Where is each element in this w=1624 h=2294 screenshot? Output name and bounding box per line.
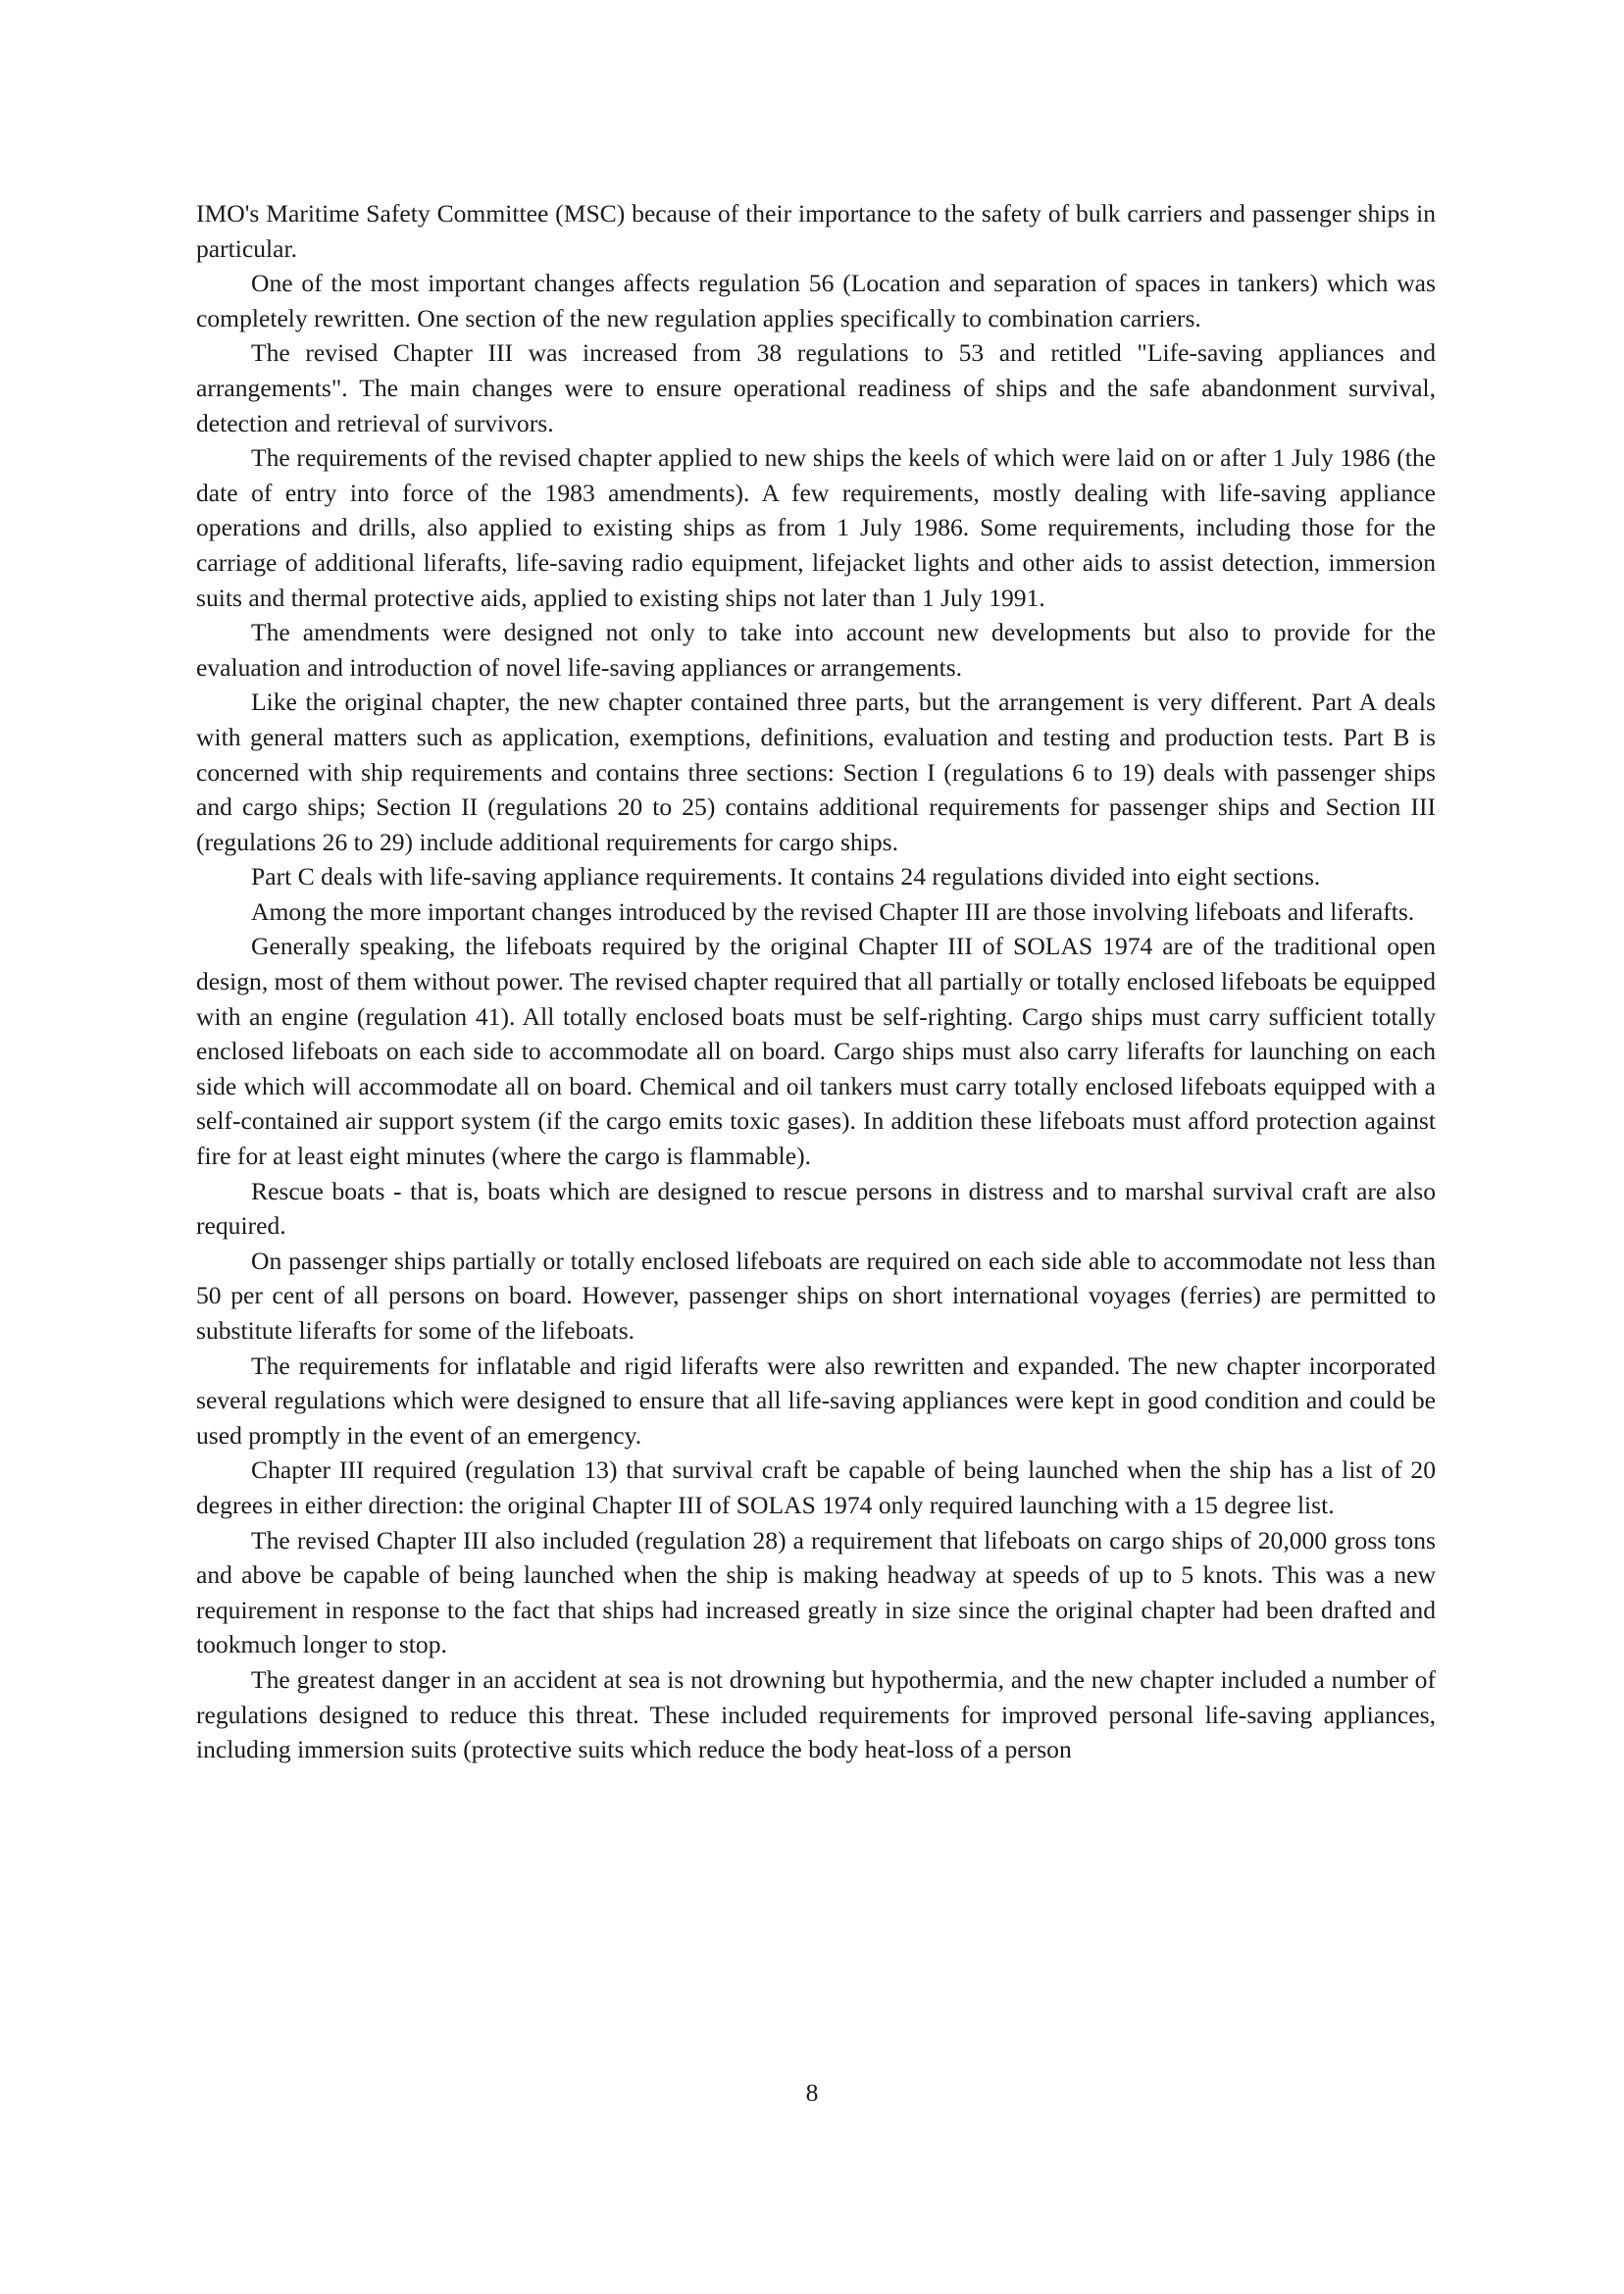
paragraph: One of the most important changes affects regulation 56 (Location and separation of spaces in tankers) which was completely rewritten. One section of the new regulation applies specifically to combination carriers. bbox=[196, 269, 1436, 332]
page-number: 8 bbox=[805, 2078, 819, 2107]
body-text bbox=[196, 196, 1436, 1767]
paragraph: Chapter III required (regulation 13) that survival craft be capable of being launched when the ship has a list of 20 degrees in either direction: the original Chapter III of SOLAS 1974 only required launching with a 15 degree list. bbox=[196, 1455, 1436, 1519]
paragraph: Rescue boats - that is, boats which are designed to rescue persons in distress and to marshal survival craft are also required. bbox=[196, 1176, 1436, 1241]
paragraph: The requirements for inflatable and rigid liferafts were also rewritten and expanded. The new chapter incorporated several regulations which were designed to ensure that all life-saving appliances were kept in good condition and could be used promptly in the event of an emergency. bbox=[196, 1351, 1436, 1450]
paragraph: Part C deals with life-saving appliance requirements. It contains 24 regulations divided into eight sections. bbox=[251, 862, 1321, 892]
paragraph-continued: IMO's Maritime Safety Committee (MSC) because of their importance to the safety of bulk carriers and passenger ships in particular. bbox=[196, 199, 1436, 263]
paragraph: Among the more important changes introduced by the revised Chapter III are those involving lifeboats and liferafts. bbox=[251, 896, 1415, 926]
paragraph: The greatest danger in an accident at sea is not drowning but hypothermia, and the new chapter included a number of regulations designed to reduce this threat. These included requirements for improved personal life-saving appliances, including immersion suits (protective suits which reduce the body heat-loss of a person bbox=[196, 1664, 1436, 1764]
paragraph: The amendments were designed not only to take into account new developments but also to provide for the evaluation and introduction of novel life-saving appliances or arrangements. bbox=[196, 618, 1436, 682]
paragraph: The revised Chapter III also included (regulation 28) a requirement that lifeboats on cargo ships of 20,000 gross tons and above be capable of being launched when the ship is making headway at speeds of up to 5 knots. This was a new requirement in response to the fact that ships had increased greatly in size since the original chapter had been drafted and tookmuch longer to stop. bbox=[196, 1525, 1436, 1659]
paragraph: On passenger ships partially or totally enclosed lifeboats are required on each side able to accommodate not less than 50 per cent of all persons on board. However, passenger ships on short international voyages (ferries) are permitted to substitute liferafts for some of the lifeboats. bbox=[196, 1246, 1436, 1345]
paragraph: The requirements of the revised chapter applied to new ships the keels of which were laid on or after 1 July 1986 (the date of entry into force of the 1983 amendments). A few requirements, mostly dealing with life-saving appliance operations and drills, also applied to existing ships as from 1 July 1986. Some requirements, including those for the carriage of additional liferafts, life-saving radio equipment, lifejacket lights and other aids to assist detection, immersion suits and thermal protective aids, applied to existing ships not later than 1 July 1991. bbox=[196, 443, 1436, 612]
paragraph: The revised Chapter III was increased from 38 regulations to 53 and retitled "Life-saving appliances and arrangements". The main changes were to ensure operational readiness of ships and the safe abandonment survival, detection and retrieval of survivors. bbox=[196, 338, 1436, 437]
paragraph: Generally speaking, the lifeboats required by the original Chapter III of SOLAS 1974 are of the traditional open design, most of them without power. The revised chapter required that all partially or totally enclosed lifeboats be equipped with an engine (regulation 41). All totally enclosed boats must be self-righting. Cargo ships must carry sufficient totally enclosed lifeboats on each side to accommodate all on board. Cargo ships must also carry liferafts for launching on each side which will accommodate all on board. Chemical and oil tankers must carry totally enclosed lifeboats equipped with a self-contained air support system (if the cargo emits toxic gases). In addition these lifeboats must afford protection against fire for at least eight minutes (where the cargo is flammable). bbox=[196, 932, 1436, 1171]
paragraph: Like the original chapter, the new chapter contained three parts, but the arrangement is very different. Part A deals with general matters such as application, exemptions, definitions, evaluation and testing and production tests. Part B is concerned with ship requirements and contains three sections: Section I (regulations 6 to 19) deals with passenger ships and cargo ships; Section II (regulations 20 to 25) contains additional requirements for passenger ships and Section III (regulations 26 to 29) include additional requirements for cargo ships. bbox=[196, 688, 1436, 856]
